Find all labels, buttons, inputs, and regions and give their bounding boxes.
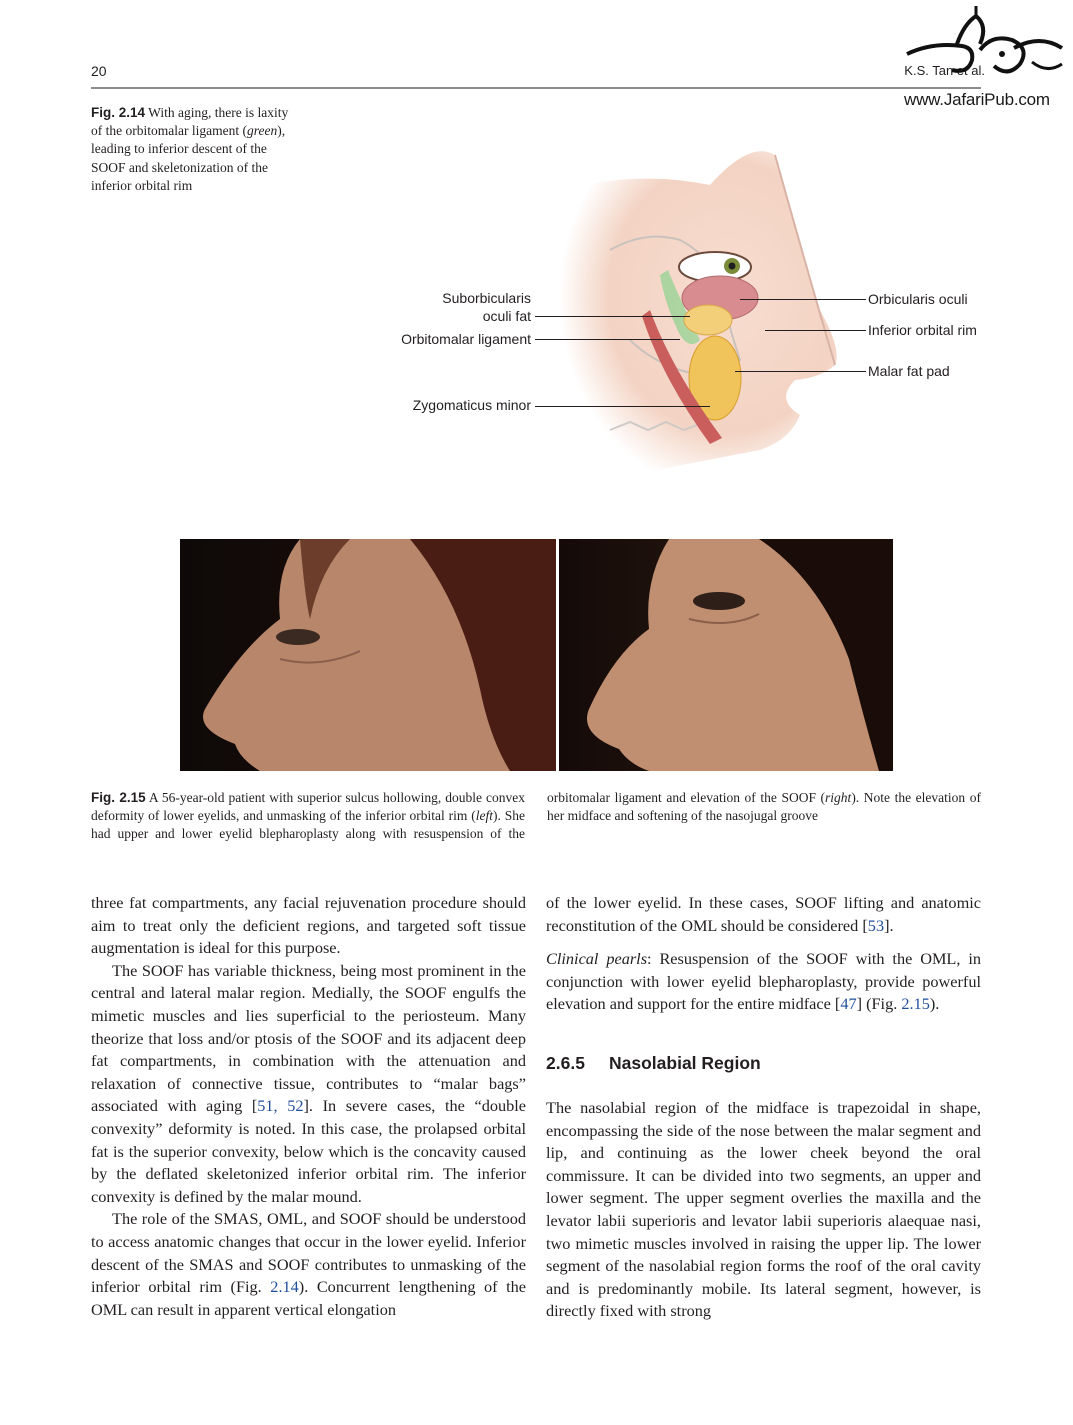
figure-2-15-caption <box>91 789 981 849</box>
watermark-url: www.JafariPub.com <box>904 90 1050 109</box>
paragraph <box>91 1208 526 1321</box>
face-profile-before <box>180 539 556 771</box>
paragraph: The nasolabial region of the midface is trapezoidal in shape, encompassing the side of the nose between the malar segment and lip, and continuing as the lower cheek beyond the oral commissure. It can be divided into two segments, an upper and lower segment. The upper segment overlies the maxilla and the levator labii superioris and levator labii superioris alaequae nasi, two mimetic muscles involved in raising the upper lip. The lower segment of the nasolabial region forms the roof of the oral cavity and is predominantly mobile. Its lateral segment, however, is directly fixed with strong <box>546 1097 981 1321</box>
citation-link[interactable]: 47 <box>840 994 857 1014</box>
suborbicularis-leader <box>535 316 690 317</box>
paragraph-text: ]. In severe cases, the “double convexity” deformity is noted. In this case, the prolapsed orbital fat is the superior convexity, below which is the concavity caused by the deflated skeletonized inferior orbital rim. The inferior convexity is defined by the malar mound. <box>91 1096 527 1206</box>
citation-link[interactable]: 53 <box>867 915 885 935</box>
paragraph-text: ). Concurrent lengthening of the OML can result in apparent vertical elongation <box>91 1277 526 1319</box>
caption-text: With aging, there is laxity of the orbitomalar ligament ( <box>91 105 289 139</box>
paragraph <box>546 892 981 937</box>
paragraph <box>91 960 526 1209</box>
publisher-logo-icon <box>902 4 1067 86</box>
label-inferior-orbital-rim: Inferior orbital rim <box>868 322 977 338</box>
figure-label: Fig. 2.14 <box>91 105 146 120</box>
photo-postoperative <box>559 539 893 771</box>
figure-2-14-caption <box>91 104 296 195</box>
label-oculi-fat: oculi fat <box>482 308 531 324</box>
zygomaticus-leader <box>535 406 710 407</box>
paragraph-text: ] (Fig. <box>856 994 902 1014</box>
paragraph: three fat compartments, any facial rejuvenation procedure should aim to treat only the deficient regions, and targeted soft tissue augmentation is ideal for this purpose. <box>91 893 526 958</box>
section-title: Nasolabial Region <box>609 1052 761 1073</box>
caption-text: ). Note the elevation of her midface and softening of the nasojugal groove <box>547 790 981 824</box>
page-number: 20 <box>91 63 107 79</box>
clinical-pearls-label: Clinical pearls <box>546 949 648 969</box>
label-orbicularis-oculi: Orbicularis oculi <box>868 291 968 307</box>
watermark <box>896 4 1071 114</box>
malar-pad-leader <box>735 371 866 372</box>
caption-emphasis: right <box>825 790 852 805</box>
inferior-rim-leader <box>765 330 866 331</box>
section-number: 2.6.5 <box>546 1052 585 1073</box>
face-profile-after <box>559 539 893 771</box>
paragraph-text: The role of the SMAS, OML, and SOOF should be understood to access anatomic changes that occur in the lower eyelid. Inferior descent of the SMAS and SOOF contributes to unmasking of the inferior orbital rim (Fig. <box>91 1209 526 1297</box>
paragraph-text: of the lower eyelid. In these cases, SOOF lifting and anatomic reconstitution of the OML should be considered [ <box>546 893 981 935</box>
section-heading <box>546 1051 981 1075</box>
orbicularis-leader <box>740 299 866 300</box>
body-column-left <box>91 892 526 1321</box>
label-malar-fat-pad: Malar fat pad <box>868 363 950 379</box>
figure-link[interactable]: 2.15 <box>901 994 930 1014</box>
caption-emphasis: green <box>246 123 278 139</box>
paragraph-text: ). <box>929 994 940 1014</box>
label-orbitomalar-ligament: Orbitomalar ligament <box>401 331 531 347</box>
figure-link[interactable]: 2.14 <box>270 1277 299 1297</box>
orbitomalar-leader <box>535 339 680 340</box>
figure-label: Fig. 2.15 <box>91 790 146 805</box>
anatomy-illustration <box>380 130 990 475</box>
caption-emphasis: left <box>475 808 494 824</box>
paragraph-text: : Resuspension of the SOOF with the OML, in conjunction with lower eyelid blepharoplasty, provide powerful elevation and support for the entire midface [ <box>546 949 981 1014</box>
running-head: K.S. Tan et al. <box>904 63 985 78</box>
label-zygomaticus-minor: Zygomaticus minor <box>412 397 531 413</box>
paragraph <box>546 948 981 1016</box>
photo-preoperative <box>180 539 556 771</box>
paragraph-text: ]. <box>884 915 894 935</box>
body-column-right <box>546 892 981 1323</box>
caption-text: ), leading to inferior descent of the SOOF and skeletonization of the inferior orbital rim <box>91 123 286 193</box>
label-suborbicularis: Suborbicularis <box>442 290 531 306</box>
paragraph-text: The SOOF has variable thickness, being most prominent in the central and lateral malar region. Medially, the SOOF engulfs the mimetic muscles and lies superficial to the periosteum. Many theorize that loss and/or ptosis of the SOOF and its adjacent deep fat compartments, in combination with the attenuation and relaxation of connective tissue, contributes to “malar bags” associated with aging [ <box>91 960 526 1116</box>
caption-text: ). She had upper and lower eyelid blepharoplasty along with resuspension of the orbitomalar ligament and elevation of the SOOF ( <box>91 790 826 842</box>
header-rule <box>91 87 981 89</box>
citation-link[interactable]: 51, 52 <box>257 1096 304 1116</box>
caption-text: A 56-year-old patient with superior sulcus hollowing, double convex deformity of lower eyelids, and unmasking of the inferior orbital rim ( <box>91 790 525 824</box>
